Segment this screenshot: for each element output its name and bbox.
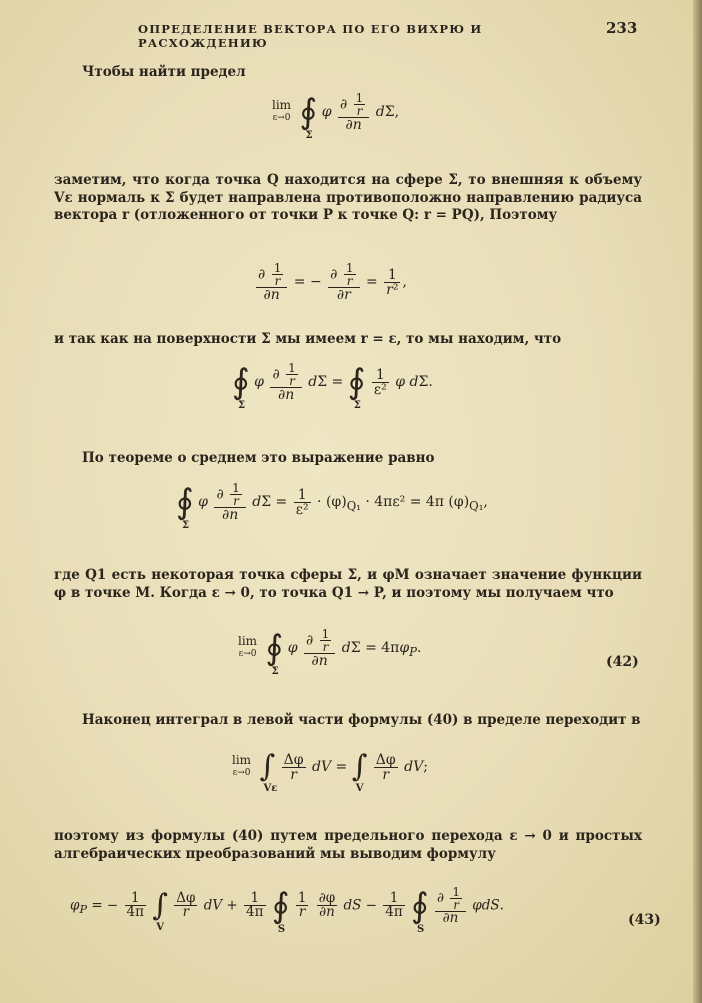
paragraph-7: поэтому из формулы (40) путем предельного перехода ε → 0 и простых алгебраических преобразований мы выводим формулу bbox=[54, 828, 642, 862]
page-number: 233 bbox=[606, 19, 638, 37]
equation-number-43: (43) bbox=[628, 912, 661, 928]
equation-number-42: (42) bbox=[606, 654, 639, 670]
lim-operator: lim ε→0 bbox=[272, 98, 292, 123]
contour-integral-sign: ∮ Σ bbox=[299, 92, 318, 141]
paragraph-3: и так как на поверхности Σ мы имеем r = ε, то мы находим, что bbox=[54, 331, 562, 347]
running-header: ОПРЕДЕЛЕНИЕ ВЕКТОРА ПО ЕГО ВИХРЮ И РАСХОЖДЕНИЮ bbox=[138, 22, 483, 50]
paragraph-5: где Q1 есть некоторая точка сферы Σ, и φM означает значение функции φ в точке M. Когда ε → 0, то точка Q1 → P, и поэтому мы получаем что bbox=[54, 567, 642, 601]
page-edge-shadow bbox=[693, 0, 702, 1003]
paragraph-4: По теореме о среднем это выражение равно bbox=[82, 450, 435, 466]
equation-7: $\varphi_P$ = − $\frac{1}{4\pi}$ ∫ V $\frac{\Delta\varphi}{r}$ dV + $\frac{1}{4\pi}$ ∮ S $\frac{1}{r}$ $\frac{\partial\varphi}{\partial n}$ dS − $\frac{1}{4\pi}$ ∮ S ∂ $\frac{1}{r}$ ∂n φdS. bbox=[70, 885, 504, 935]
equation-6: lim ε→0 ∫ Vε $\frac{\Delta\varphi}{r}$ dV = ∫ V $\frac{\Delta\varphi}{r}$ dV; bbox=[232, 749, 428, 794]
equation-2: ∂ $\frac{1}{r}$ ∂n = − ∂ $\frac{1}{r}$ ∂r = $\frac{1}{\text{r²}}$ , bbox=[258, 261, 407, 303]
equation-5: lim ε→0 ∮ Σ φ ∂ $\frac{1}{r}$ ∂n $d\Sigma = 4\pi\varphi_P$. bbox=[238, 627, 422, 677]
paragraph-2: заметим, что когда точка Q находится на сфере Σ, то внешняя к объему Vε нормаль к Σ будет направлена противоположно направлению радиуса вектора r (отложенного от точки P к точке Q: r = PQ), Поэтому bbox=[54, 172, 642, 223]
paragraph-6: Наконец интеграл в левой части формулы (40) в пределе переходит в bbox=[82, 712, 641, 728]
equation-3: ∮ Σ φ ∂ $\frac{1}{r}$ ∂n dΣ = ∮ Σ $\frac{1}{\text{ε²}}$ φ dΣ. bbox=[232, 361, 433, 411]
paragraph-1: Чтобы найти предел bbox=[82, 64, 246, 80]
fraction: ∂ $\frac{1}{r}$ ∂n bbox=[338, 92, 369, 132]
equation-1: lim ε→0 ∮ Σ φ ∂ $\frac{1}{r}$ ∂n dΣ, bbox=[272, 91, 400, 141]
equation-4: ∮ Σ φ ∂ $\frac{1}{r}$ ∂n dΣ = $\frac{1}{\text{ε²}}$ · $(\varphi)_{Q_1} \cdot 4\pi\varepsilon^2 = 4\pi$ $(\varphi)_{Q_1}$, bbox=[176, 481, 488, 531]
